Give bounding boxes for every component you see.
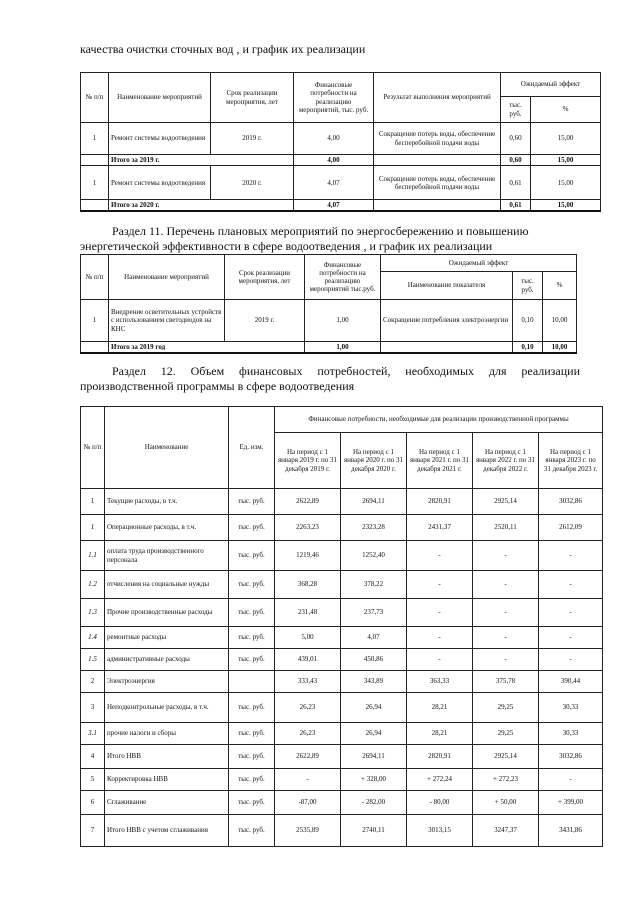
table-row: [81, 627, 603, 649]
table-row: [81, 200, 601, 212]
t3-row-value: 450,86: [341, 649, 407, 671]
t2-cell: 1,00: [305, 300, 381, 342]
table-financial-needs: [80, 406, 603, 847]
t3-row-name: Итого НВВ: [105, 745, 229, 769]
t3-row-value: 333,43: [275, 671, 341, 693]
table-row: [81, 671, 603, 693]
t3-row-name: Электроэнергия: [105, 671, 229, 693]
t3-row-value: + 272,23: [473, 769, 539, 791]
t3-row-value: 2694,11: [341, 489, 407, 515]
t3-row-value: 2520,11: [473, 515, 539, 541]
t3-row-num: 1: [81, 489, 105, 515]
t2-cell: [81, 342, 109, 354]
t3-row-value: 30,33: [539, 693, 603, 723]
t3-row-value: 368,28: [275, 571, 341, 599]
t2-header-term: Срок реализации мероприятия, лет: [225, 255, 305, 300]
table-row: [81, 300, 577, 342]
table-row: [81, 599, 603, 627]
t3-row-value: 28,21: [407, 723, 473, 745]
t3-row-unit: тыс. руб.: [229, 815, 275, 847]
t3-row-value: 3013,15: [407, 815, 473, 847]
t3-row-value: + 328,00: [341, 769, 407, 791]
t3-row-num: 5: [81, 769, 105, 791]
t3-row-value: -: [473, 649, 539, 671]
t3-row-unit: тыс. руб.: [229, 745, 275, 769]
t3-row-value: -: [473, 571, 539, 599]
table-row: [81, 723, 603, 745]
table-row: [81, 815, 603, 847]
t3-row-value: 378,22: [341, 571, 407, 599]
t2-cell: 1,00: [305, 342, 381, 354]
t3-row-num: 4: [81, 745, 105, 769]
top-heading: качества очистки сточных вод , и график их реализации: [80, 42, 366, 56]
t1-cell: 1: [81, 123, 109, 155]
t3-row-num: 1: [81, 515, 105, 541]
t3-row-value: 2820,91: [407, 489, 473, 515]
t3-header-name: Наименование: [105, 407, 229, 489]
table-row: [81, 649, 603, 671]
t1-total-label: Итого за 2019 г.: [109, 155, 294, 166]
t3-row-value: -: [407, 599, 473, 627]
t1-cell: 4,00: [294, 155, 374, 166]
t3-header-period: На период с 1 января 2021 г. по 31 декабря 2021 г.: [407, 433, 473, 489]
t3-row-value: + 399,00: [539, 791, 603, 815]
t3-row-value: 4,07: [341, 627, 407, 649]
section12-heading: Раздел 12. Объем финансовых потребностей, необходимых для реализации производственной программы в сфере водоотведения: [80, 364, 580, 393]
t1-cell: 2020 г.: [211, 166, 294, 200]
t3-row-name: оплата труда производственного персонала: [105, 541, 229, 571]
t3-row-value: -: [407, 571, 473, 599]
t3-row-value: 3431,86: [539, 815, 603, 847]
t3-row-value: 2925,14: [473, 489, 539, 515]
t3-row-value: 29,25: [473, 693, 539, 723]
t3-row-unit: [229, 671, 275, 693]
t2-header-effect-rub: тыс. руб.: [513, 272, 543, 300]
t3-row-name: административные расходы: [105, 649, 229, 671]
t3-row-value: 2323,28: [341, 515, 407, 541]
t1-header-effect-pct: %: [531, 97, 601, 123]
t1-cell: 1: [81, 166, 109, 200]
t3-row-value: 29,25: [473, 723, 539, 745]
t1-header-num: № п/п: [81, 73, 109, 123]
t2-cell: 1: [81, 300, 109, 342]
t1-cell: Ремонт системы водоотведения: [109, 166, 211, 200]
table-energy-saving: [80, 254, 577, 354]
t3-row-unit: тыс. руб.: [229, 571, 275, 599]
t1-cell: 4,07: [294, 200, 374, 212]
t3-row-num: 3: [81, 693, 105, 723]
t3-row-value: 26,23: [275, 693, 341, 723]
t3-row-value: 2820,91: [407, 745, 473, 769]
t1-cell: [81, 155, 109, 166]
t1-cell: 15,00: [531, 200, 601, 212]
t3-row-value: - 282,00: [341, 791, 407, 815]
t3-row-value: 231,48: [275, 599, 341, 627]
t3-row-unit: тыс. руб.: [229, 627, 275, 649]
t2-header-indicator: Наименование показателя: [381, 272, 513, 300]
t3-row-value: 5,00: [275, 627, 341, 649]
table-row: [81, 745, 603, 769]
t1-cell: 4,00: [294, 123, 374, 155]
t2-cell: 10,00: [543, 342, 577, 354]
t3-row-value: 2622,89: [275, 489, 341, 515]
t1-cell: 0,60: [501, 123, 531, 155]
table-row: [81, 515, 603, 541]
t2-header-finance: Финансовые потребности на реализацию мероприятий тыс.руб.: [305, 255, 381, 300]
t2-cell: 0,10: [513, 300, 543, 342]
t2-header-effect: Ожидаемый эффект: [381, 255, 577, 272]
t3-row-value: + 272,24: [407, 769, 473, 791]
t3-row-num: 1.1: [81, 541, 105, 571]
t3-row-name: Операционные расходы, в т.ч.: [105, 515, 229, 541]
t3-row-value: 439,01: [275, 649, 341, 671]
t1-cell: 15,00: [531, 123, 601, 155]
t3-row-unit: тыс. руб.: [229, 489, 275, 515]
t3-row-value: 2263,23: [275, 515, 341, 541]
t3-row-num: 1.4: [81, 627, 105, 649]
t3-row-value: -: [473, 627, 539, 649]
t3-row-unit: тыс. руб.: [229, 599, 275, 627]
t3-row-unit: тыс. руб.: [229, 541, 275, 571]
t3-row-value: 2431,37: [407, 515, 473, 541]
t2-cell: 10,00: [543, 300, 577, 342]
section11-heading: Раздел 11. Перечень плановых мероприятий по энергосбережению и повышению энергетической эффективности в сфере водоотведения , и график их реализации: [80, 224, 529, 253]
t3-row-value: 3247,37: [473, 815, 539, 847]
t1-cell: 0,61: [501, 200, 531, 212]
t1-cell: 4,07: [294, 166, 374, 200]
t3-row-unit: тыс. руб.: [229, 769, 275, 791]
t3-row-num: 1.5: [81, 649, 105, 671]
t3-row-value: -: [407, 627, 473, 649]
t3-header-group: Финансовые потребности, необходимые для реализации производственной программы: [275, 407, 603, 433]
t3-row-value: -: [275, 769, 341, 791]
t3-header-num: № п/п: [81, 407, 105, 489]
t3-row-value: 2612,09: [539, 515, 603, 541]
table-row: [81, 123, 601, 155]
t3-row-name: Итого НВВ с учетом сглаживания: [105, 815, 229, 847]
t3-row-value: 2925,14: [473, 745, 539, 769]
t3-row-value: 2535,89: [275, 815, 341, 847]
t1-cell: [81, 200, 109, 212]
t2-cell: 2019 г.: [225, 300, 305, 342]
t1-cell: [374, 200, 501, 212]
t3-row-value: -: [539, 571, 603, 599]
t2-cell: 0,10: [513, 342, 543, 354]
table-row: [81, 166, 601, 200]
t3-row-value: 363,33: [407, 671, 473, 693]
t1-cell: 15,00: [531, 155, 601, 166]
t1-header-finance: Финансовые потребности на реализацию мероприятий, тыс. руб.: [294, 73, 374, 123]
t3-row-name: Неподконтрольные расходы, в т.ч.: [105, 693, 229, 723]
t1-header-result: Результат выполнения мероприятий: [374, 73, 501, 123]
t3-row-num: 1.3: [81, 599, 105, 627]
t2-header-num: № п/п: [81, 255, 109, 300]
table-row: [81, 541, 603, 571]
t3-body: [81, 489, 603, 847]
t1-cell: 2019 г.: [211, 123, 294, 155]
t3-row-value: 26,94: [341, 723, 407, 745]
t1-cell: Ремонт системы водоотведения: [109, 123, 211, 155]
t2-header-name: Наименование мероприятий: [109, 255, 225, 300]
t3-row-name: Сглаживание: [105, 791, 229, 815]
t3-row-value: 390,44: [539, 671, 603, 693]
t3-header-unit: Ед. изм.: [229, 407, 275, 489]
t1-header-effect-rub: тыс. руб.: [501, 97, 531, 123]
t3-row-value: -: [539, 769, 603, 791]
t3-row-value: -87,00: [275, 791, 341, 815]
t3-row-value: -: [407, 649, 473, 671]
t3-row-name: Текущие расходы, в т.ч.: [105, 489, 229, 515]
table-row: [81, 342, 577, 354]
t1-cell: 15,00: [531, 166, 601, 200]
t3-row-value: 3032,86: [539, 489, 603, 515]
t1-header-term: Срок реализации мероприятия, лет: [211, 73, 294, 123]
t2-cell: Внедрение осветительных устройств с использованием светодиодов на КНС: [109, 300, 225, 342]
t3-row-unit: тыс. руб.: [229, 791, 275, 815]
t2-total-label: Итого за 2019 год: [109, 342, 305, 354]
t3-row-num: 1.2: [81, 571, 105, 599]
t3-row-num: 2: [81, 671, 105, 693]
t3-row-value: 343,89: [341, 671, 407, 693]
table-row: [81, 489, 603, 515]
t3-row-num: 3.1: [81, 723, 105, 745]
t3-row-name: прочие налоги и сборы: [105, 723, 229, 745]
t3-row-value: -: [539, 541, 603, 571]
t3-header-period: На период с 1 января 2023 г. по 31 декабря 2023 г.: [539, 433, 603, 489]
t3-row-value: + 50,00: [473, 791, 539, 815]
t2-cell: [381, 342, 513, 354]
t3-row-unit: тыс. руб.: [229, 723, 275, 745]
t3-row-value: -: [473, 541, 539, 571]
t3-header-period: На период с 1 января 2020 г. по 31 декабря 2020 г.: [341, 433, 407, 489]
t3-row-value: 237,73: [341, 599, 407, 627]
t3-row-value: -: [539, 599, 603, 627]
t2-header-effect-pct: %: [543, 272, 577, 300]
t1-cell: Сокращение потерь воды, обеспечение бесперебойной подачи воды: [374, 123, 501, 155]
t1-header-name: Наименование мероприятий: [109, 73, 211, 123]
t3-row-value: - 80,00: [407, 791, 473, 815]
t3-row-value: 30,33: [539, 723, 603, 745]
t3-header-period: На период с 1 января 2022 г. по 31 декабря 2022 г.: [473, 433, 539, 489]
t3-row-value: -: [539, 627, 603, 649]
t3-row-value: 28,21: [407, 693, 473, 723]
table-row: [81, 571, 603, 599]
t3-row-value: 1219,46: [275, 541, 341, 571]
t3-row-value: 2622,89: [275, 745, 341, 769]
t3-row-num: 7: [81, 815, 105, 847]
t3-row-num: 6: [81, 791, 105, 815]
t3-row-value: 26,94: [341, 693, 407, 723]
t3-row-name: Прочие производственные расходы: [105, 599, 229, 627]
t3-row-value: -: [539, 649, 603, 671]
table-row: [81, 791, 603, 815]
t3-row-value: 375,78: [473, 671, 539, 693]
t3-row-value: -: [407, 541, 473, 571]
t3-row-value: 26,23: [275, 723, 341, 745]
t3-row-name: Корректировка НВВ: [105, 769, 229, 791]
t1-total-label: Итого за 2020 г.: [109, 200, 294, 212]
t1-cell: 0,60: [501, 155, 531, 166]
t3-row-value: 3032,86: [539, 745, 603, 769]
t3-header-period: На период с 1 января 2019 г. по 31 декабря 2019 г.: [275, 433, 341, 489]
t1-cell: 0,61: [501, 166, 531, 200]
t3-row-value: 2694,11: [341, 745, 407, 769]
table-row: [81, 155, 601, 166]
t2-cell: Сокращение потребления электроэнергии: [381, 300, 513, 342]
t3-row-unit: тыс. руб.: [229, 693, 275, 723]
t3-row-value: -: [473, 599, 539, 627]
table-row: [81, 693, 603, 723]
t3-row-unit: тыс. руб.: [229, 649, 275, 671]
t3-row-name: ремонтные расходы: [105, 627, 229, 649]
t1-header-effect: Ожидаемый эффект: [501, 73, 601, 97]
table-sewage-measures: [80, 72, 601, 212]
t3-row-value: 1252,40: [341, 541, 407, 571]
t3-row-value: 2740,11: [341, 815, 407, 847]
t1-cell: Сокращение потерь воды, обеспечение бесперебойной подачи воды: [374, 166, 501, 200]
t3-row-unit: тыс. руб.: [229, 515, 275, 541]
t1-cell: [374, 155, 501, 166]
table-row: [81, 769, 603, 791]
t3-row-name: отчисления на социальные нужды: [105, 571, 229, 599]
